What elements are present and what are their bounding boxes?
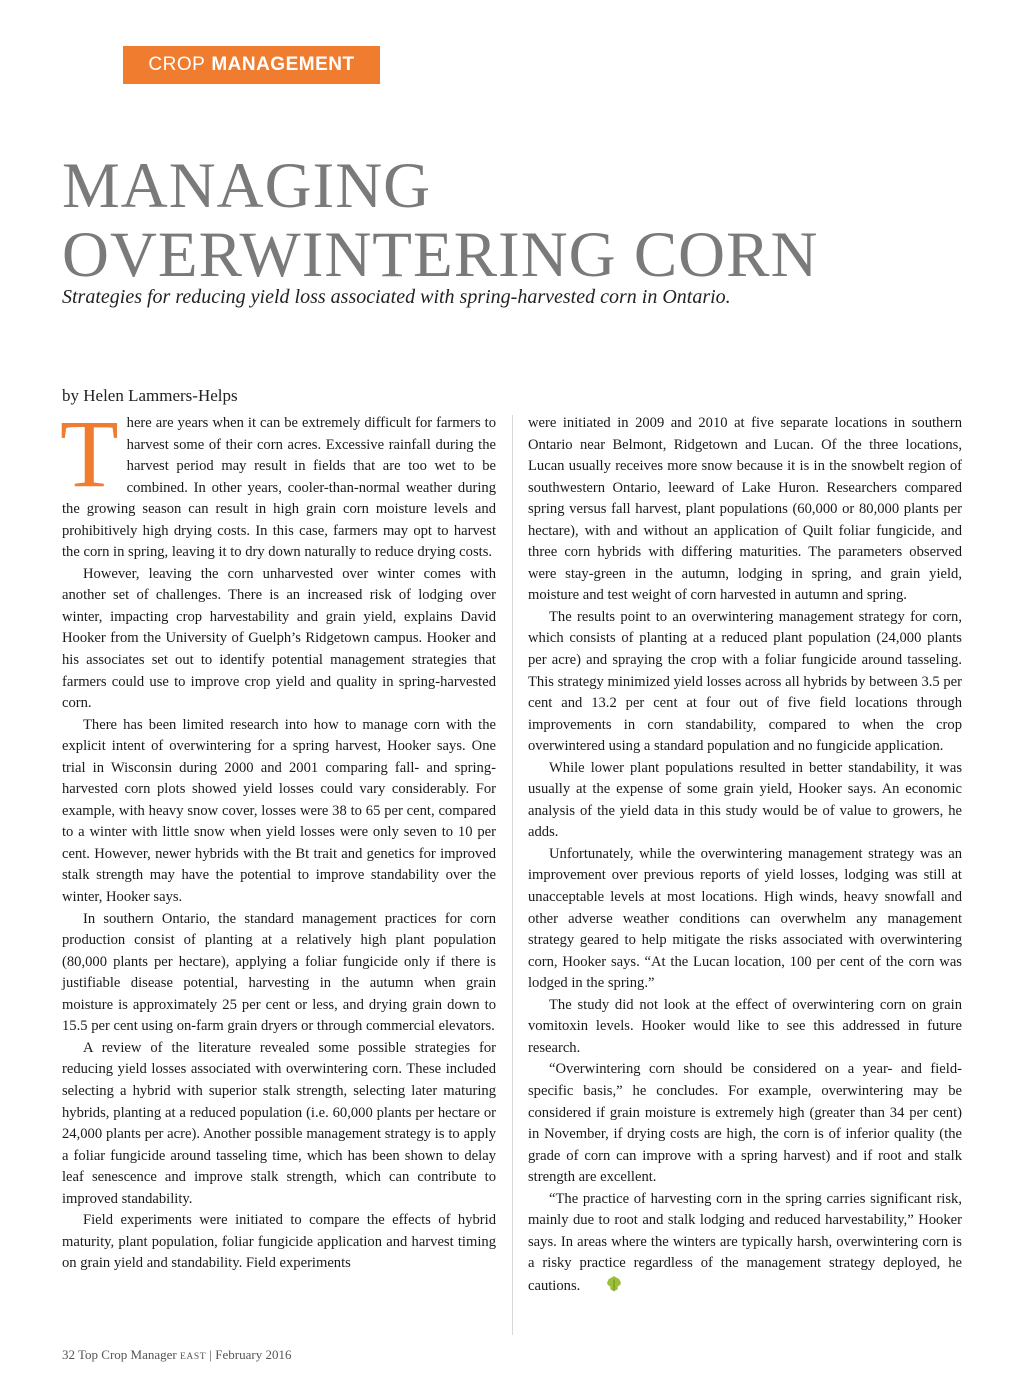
paragraph: “Overwintering corn should be considered on a year- and field-specific basis,” he concludes. For example, overwintering may be considered if grain moisture is extremely high (greater than 34 per cent) in November, if drying costs are high, the corn is of inferior quality (the grade of corn can improve with a spring harvest) and if root and stalk strength are excellent. (528, 1061, 962, 1186)
paragraph: However, leaving the corn unharvested over winter comes with another set of challenges. There is an increased risk of lodging over winter, impacting crop harvestability and grain yield, explains David Hooker from the University of Guelph’s Ridgetown campus. Hooker and his associates set out to identify potential management strategies that farmers could use to improve crop yield and quality in spring-harvested corn. (62, 565, 496, 712)
paragraph: The study did not look at the effect of overwintering corn on grain vomitoxin levels. Hooker would like to see this addressed in future research. (528, 996, 962, 1056)
page-number: 32 (62, 1347, 75, 1362)
page-footer (62, 1347, 291, 1363)
paragraph: While lower plant populations resulted in better standability, it was usually at the expense of some grain yield, Hooker says. An economic analysis of the yield data in this study would be of value to growers, he adds. (528, 759, 962, 841)
article-byline: by Helen Lammers-Helps (62, 386, 238, 405)
leaf-end-mark-icon (584, 1275, 602, 1293)
drop-cap: T (60, 400, 119, 507)
paragraph (528, 1189, 962, 1298)
paragraph: were initiated in 2009 and 2010 at five separate locations in southern Ontario near Belmont, Ridgetown and Lucan. Of the three locations, Lucan usually receives more snow because it is in the snowbelt region of southwestern Ontario, leeward of Lake Huron. Researchers compared spring versus fall harvest, plant populations (60,000 or 80,000 plants per hectare), with and without an application of Quilt foliar fungicide, and three corn hybrids with differing maturities. The parameters observed were stay-green in the autumn, lodging in spring, and grain yield, moisture and test weight of corn harvested in autumn and spring. (528, 415, 962, 604)
section-label-bold: MANAGEMENT (211, 54, 355, 75)
section-tab (123, 46, 380, 84)
article-title (62, 152, 818, 290)
footer-separator: | (209, 1347, 213, 1362)
paragraph: Field experiments were initiated to compare the effects of hybrid maturity, plant population, foliar fungicide application and harvest timing on grain yield and standability. Field experiments (62, 1212, 496, 1272)
right-column (528, 413, 962, 1297)
magazine-name: Top Crop Manager (78, 1347, 177, 1362)
issue-date: February 2016 (215, 1347, 292, 1362)
title-line-2: OVERWINTERING CORN (62, 219, 819, 291)
title-line-1: MANAGING (62, 150, 432, 222)
article-subtitle: Strategies for reducing yield loss associated with spring-harvested corn in Ontario. (62, 286, 731, 308)
magazine-edition: EAST (180, 1352, 207, 1362)
paragraph: Unfortunately, while the overwintering management strategy was an improvement over previous reports of yield losses, lodging was still at unacceptable levels at most locations. High winds, heavy snowfall and other adverse weather conditions can overwhelm any management strategy geared to help mitigate the risks associated with overwintering corn, Hooker says. “At the Lucan location, 100 per cent of the corn was lodged in the spring.” (528, 845, 962, 992)
paragraph: The results point to an overwintering management strategy for corn, which consists of planting at a reduced plant population (24,000 plants per acre) and spraying the crop with a foliar fungicide around tasseling. This strategy minimized yield losses across all hybrids by between 3.5 per cent and 13.2 per cent at four out of five field locations through improvements in corn standability, compared to when the crop overwintered using a standard population and no fungicide application. (528, 608, 962, 755)
column-divider (512, 415, 513, 1335)
paragraph-text: here are years when it can be extremely difficult for farmers to harvest some of their corn acres. Excessive rainfall during the harvest period may result in fields that are too wet to be combined. In other years, cooler-than-normal weather during the growing season can result in high grain corn moisture levels and prohibitively high drying costs. In this case, farmers may opt to harvest the corn in spring, leaving it to dry down naturally to reduce drying costs. (62, 415, 496, 561)
section-label-light: CROP (148, 54, 206, 75)
paragraph: A review of the literature revealed some possible strategies for reducing yield losses associated with overwintering corn. These included selecting a hybrid with superior stalk strength, selecting later maturing hybrids, planting at a reduced population (i.e. 60,000 plants per hectare or 24,000 plants per acre). Another possible management strategy is to apply a foliar fungicide around tasseling time, which has been shown to delay leaf senescence and improve stalk strength, which can contribute to improved standability. (62, 1039, 496, 1207)
paragraph: In southern Ontario, the standard management practices for corn production consist of planting at a relatively high plant population (80,000 plants per hectare), applying a foliar fungicide only if there is justifiable disease potential, harvesting in the autumn when grain moisture is approximately 25 per cent or less, and drying grain down to 15.5 per cent using on-farm grain dryers or through commercial elevators. (62, 910, 496, 1035)
paragraph: There has been limited research into how to manage corn with the explicit intent of overwintering for a spring harvest, Hooker says. One trial in Wisconsin during 2000 and 2001 comparing fall- and spring-harvested corn plots showed yield losses could vary considerably. For example, with heavy snow cover, losses were 38 to 65 per cent, compared to a winter with little snow when yield losses were only seven to 10 per cent. However, newer hybrids with the Bt trait and genetics for improved stalk strength may have the potential to improve standability over the winter, Hooker says. (62, 716, 496, 906)
paragraph-text: “The practice of harvesting corn in the spring carries significant risk, mainly due to root and stalk lodging and reduced harvestability,” Hooker says. In areas where the winters are typically harsh, overwintering corn is a risky practice regardless of the management strategy deployed, he cautions. (528, 1190, 962, 1294)
paragraph (60, 400, 496, 564)
left-column (60, 400, 496, 1275)
